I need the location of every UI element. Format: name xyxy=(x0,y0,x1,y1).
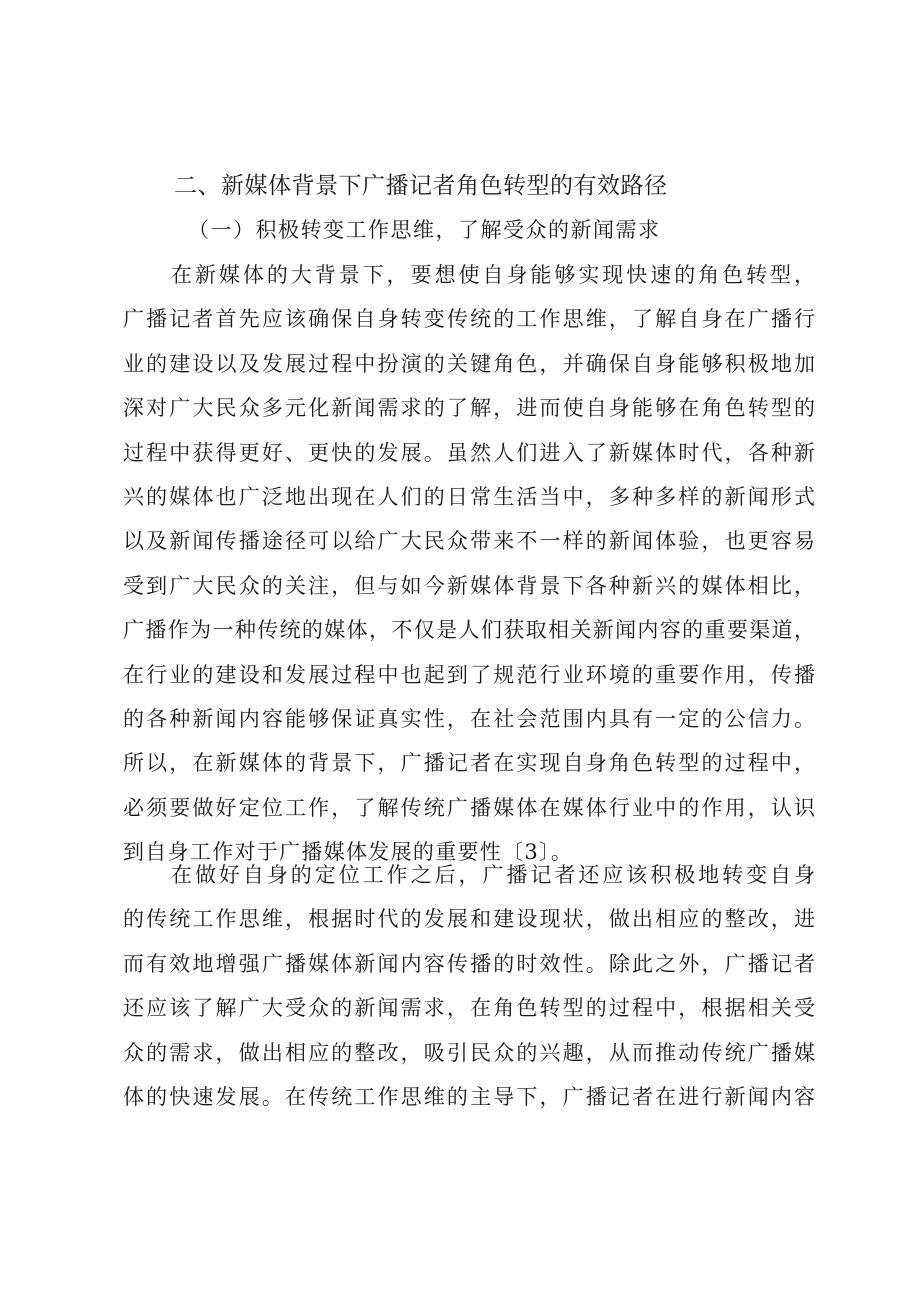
text-line: 而有效地增强广播媒体新闻内容传播的时效性。除此之外，广播记者 xyxy=(123,951,815,976)
text-line: 所以，在新媒体的背景下，广播记者在实现自身角色转型的过程中， xyxy=(123,751,815,776)
text-line: 到自身工作对于广播媒体发展的重要性〔3〕。 xyxy=(123,840,574,865)
text-line: 在行业的建设和发展过程中也起到了规范行业环境的重要作用，传播 xyxy=(123,662,815,687)
text-line: 业的建设以及发展过程中扮演的关键角色，并确保自身能够积极地加 xyxy=(123,351,815,376)
subsection-heading: （一）积极转变工作思维，了解受众的新闻需求 xyxy=(188,218,661,242)
text-line: 众的需求，做出相应的整改，吸引民众的兴趣，从而推动传统广播媒 xyxy=(123,1040,815,1065)
text-line: 受到广大民众的关注，但与如今新媒体背景下各种新兴的媒体相比， xyxy=(123,573,815,598)
text-line: 体的快速发展。在传统工作思维的主导下，广播记者在进行新闻内容 xyxy=(123,1084,815,1109)
text-line: 还应该了解广大受众的新闻需求，在角色转型的过程中，根据相关受 xyxy=(123,996,815,1021)
text-line: 广播作为一种传统的媒体，不仅是人们获取相关新闻内容的重要渠道， xyxy=(123,618,815,643)
paragraph-2 xyxy=(123,853,815,1119)
text-line: 在新媒体的大背景下，要想使自身能够实现快速的角色转型， xyxy=(171,263,815,287)
text-line: 过程中获得更好、更快的发展。虽然人们进入了新媒体时代，各种新 xyxy=(123,440,815,465)
text-line: 以及新闻传播途径可以给广大民众带来不一样的新闻体验，也更容易 xyxy=(123,529,815,554)
text-line: 兴的媒体也广泛地出现在人们的日常生活当中，多种多样的新闻形式 xyxy=(123,484,815,509)
text-line: 的传统工作思维，根据时代的发展和建设现状，做出相应的整改，进 xyxy=(123,907,815,932)
text-line: 广播记者首先应该确保自身转变传统的工作思维，了解自身在广播行 xyxy=(123,307,815,332)
text-line: 必须要做好定位工作，了解传统广播媒体在媒体行业中的作用，认识 xyxy=(123,795,815,820)
text-line: 的各种新闻内容能够保证真实性，在社会范围内具有一定的公信力。 xyxy=(123,706,815,731)
text-line: 在做好自身的定位工作之后，广播记者还应该积极地转变自身 xyxy=(171,863,815,887)
section-heading: 二、新媒体背景下广播记者角色转型的有效路径 xyxy=(174,173,668,199)
text-line: 深对广大民众多元化新闻需求的了解，进而使自身能够在角色转型的 xyxy=(123,396,815,421)
paragraph-1 xyxy=(123,253,815,874)
